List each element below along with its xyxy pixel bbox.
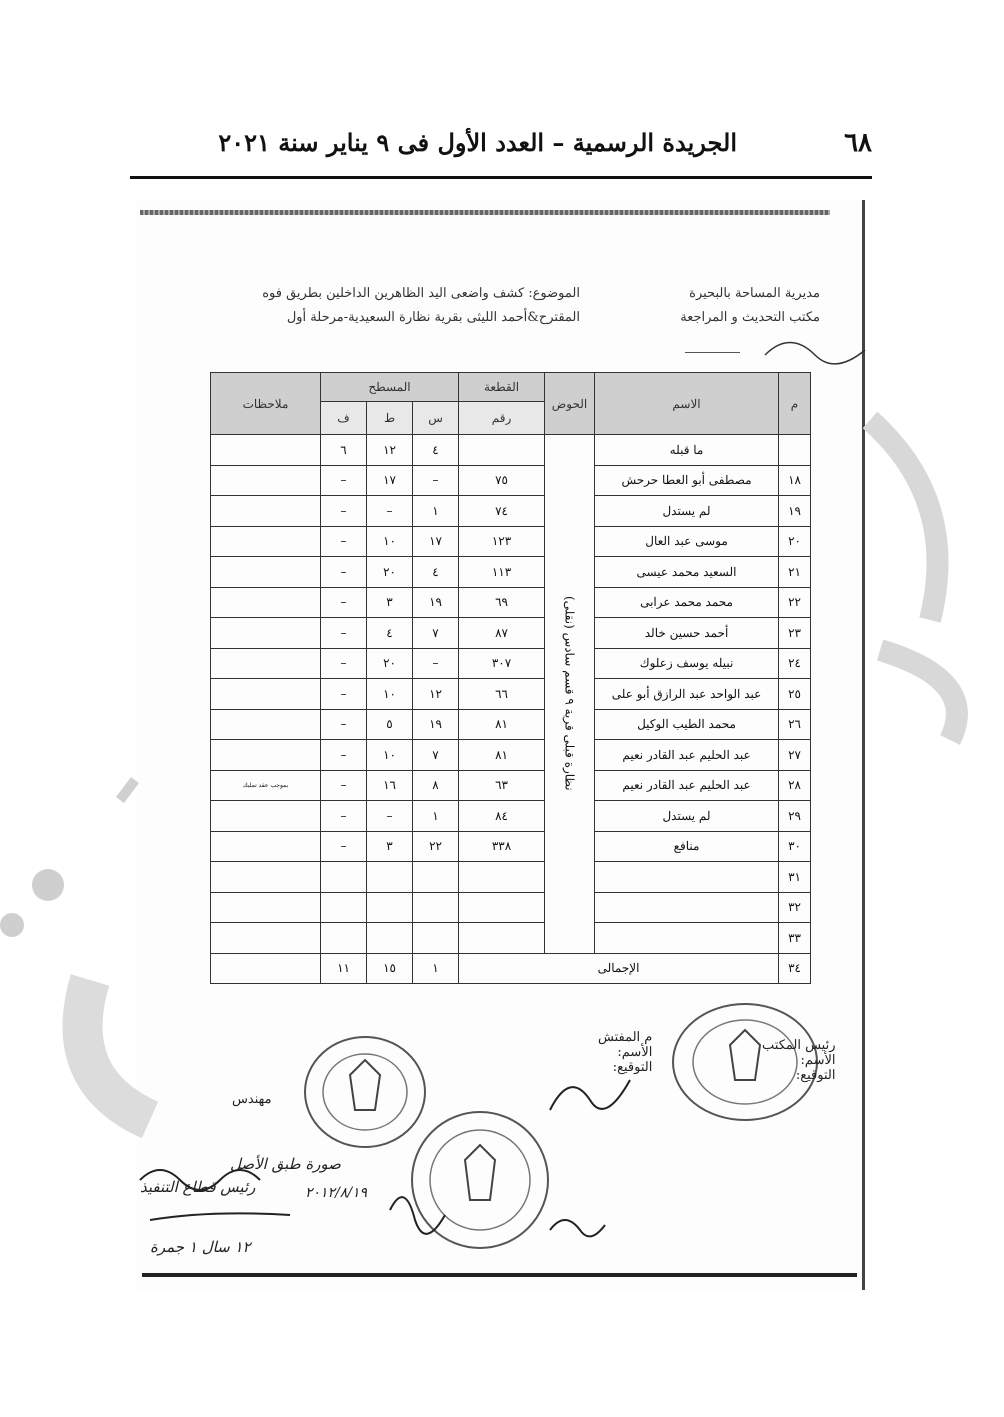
cell-name: عبد الحليم عبد القادر نعيم bbox=[595, 740, 779, 771]
cell-name: منافع bbox=[595, 831, 779, 862]
cell-name: محمد الطيب الوكيل bbox=[595, 709, 779, 740]
cell-plot: ٧٥ bbox=[459, 465, 545, 496]
cell-t: ١٧ bbox=[367, 465, 413, 496]
cell-t bbox=[367, 862, 413, 893]
table-row bbox=[211, 770, 811, 801]
office-line-2: مكتب التحديث و المراجعة bbox=[680, 310, 820, 325]
cell-note bbox=[211, 496, 321, 527]
cell-s: – bbox=[413, 465, 459, 496]
gazette-header bbox=[130, 118, 872, 178]
cell-plot: ٦٣ bbox=[459, 770, 545, 801]
cell-number: ٢٦ bbox=[779, 709, 811, 740]
header-area: المسطح bbox=[321, 373, 459, 402]
cell-f bbox=[321, 923, 367, 954]
cell-f: – bbox=[321, 618, 367, 649]
table-row bbox=[211, 923, 811, 954]
scan-bottom-border bbox=[142, 1273, 857, 1277]
table-row bbox=[211, 801, 811, 832]
handwritten-note: رئيس قطاع التنفيذ bbox=[140, 1178, 256, 1196]
cell-s bbox=[413, 892, 459, 923]
cell-note bbox=[211, 892, 321, 923]
header-rule bbox=[130, 176, 872, 179]
cell-note bbox=[211, 587, 321, 618]
cell-location: نظارة قبلى قرية ٩ قسم سادس (نقلى) bbox=[545, 435, 595, 954]
cell-name: السعيد محمد عيسى bbox=[595, 557, 779, 588]
cell-number: ١٩ bbox=[779, 496, 811, 527]
cell-name bbox=[595, 862, 779, 893]
cell-plot: ١١٣ bbox=[459, 557, 545, 588]
cell-number: ٢٧ bbox=[779, 740, 811, 771]
table-row bbox=[211, 557, 811, 588]
cell-f: – bbox=[321, 557, 367, 588]
cell-f: – bbox=[321, 648, 367, 679]
cell-name: لم يستدل bbox=[595, 496, 779, 527]
cell-s: ٢٢ bbox=[413, 831, 459, 862]
survey-table bbox=[210, 372, 811, 984]
cell-s bbox=[413, 862, 459, 893]
cell-s: ١٩ bbox=[413, 587, 459, 618]
cell-number: ٣٢ bbox=[779, 892, 811, 923]
cell-note bbox=[211, 648, 321, 679]
cell-number: ٢٣ bbox=[779, 618, 811, 649]
cell-plot bbox=[459, 862, 545, 893]
cell-plot: ٦٩ bbox=[459, 587, 545, 618]
cell-note bbox=[211, 831, 321, 862]
cell-note bbox=[211, 618, 321, 649]
header-name: الاسم bbox=[595, 373, 779, 435]
office-head-label: رئيس المكتب الأسم: التوقيع: bbox=[762, 1038, 836, 1083]
cell-name bbox=[595, 923, 779, 954]
header-notes: ملاحظات bbox=[211, 373, 321, 435]
handwritten-date: ٢٠١٢/٨/١٩ bbox=[305, 1185, 368, 1201]
cell-number: ٣٤ bbox=[779, 953, 811, 984]
table-row bbox=[211, 465, 811, 496]
table-row bbox=[211, 587, 811, 618]
cell-f: – bbox=[321, 465, 367, 496]
cell-plot: ٧٤ bbox=[459, 496, 545, 527]
cell-name: لم يستدل bbox=[595, 801, 779, 832]
cell-name: ما قبله bbox=[595, 435, 779, 466]
cell-number: ٣١ bbox=[779, 862, 811, 893]
header-unit-f: ف bbox=[321, 402, 367, 435]
cell-name: محمد محمد عرابى bbox=[595, 587, 779, 618]
cell-name: نبيله يوسف زعلوك bbox=[595, 648, 779, 679]
signature-icon bbox=[760, 330, 870, 380]
cell-t: ١٠ bbox=[367, 740, 413, 771]
cell-number: ٢٠ bbox=[779, 526, 811, 557]
cell-s: ١ bbox=[413, 801, 459, 832]
cell-t: ٣ bbox=[367, 831, 413, 862]
cell-t bbox=[367, 923, 413, 954]
cell-number: ٢٨ bbox=[779, 770, 811, 801]
cell-t bbox=[367, 892, 413, 923]
cell-f: – bbox=[321, 679, 367, 710]
cell-note bbox=[211, 953, 321, 984]
signature-icon bbox=[540, 1050, 640, 1130]
engineer-label: مهندس bbox=[232, 1092, 272, 1107]
subject-line-2: المقترح&أحمد الليثى بقرية نظارة السعيدية-مرحلة أول bbox=[286, 310, 580, 325]
cell-f: – bbox=[321, 587, 367, 618]
cell-s: ١٧ bbox=[413, 526, 459, 557]
cell-s: ٨ bbox=[413, 770, 459, 801]
cell-f: – bbox=[321, 831, 367, 862]
table-row bbox=[211, 740, 811, 771]
header-plot: القطعة bbox=[459, 373, 545, 402]
cell-t: ٥ bbox=[367, 709, 413, 740]
cell-number: ١٨ bbox=[779, 465, 811, 496]
cell-t: ١٠ bbox=[367, 679, 413, 710]
table-row bbox=[211, 862, 811, 893]
scan-top-border bbox=[140, 210, 830, 215]
cell-s: ٧ bbox=[413, 740, 459, 771]
cell-number: ٣٠ bbox=[779, 831, 811, 862]
header-number: م bbox=[779, 373, 811, 435]
cell-note bbox=[211, 801, 321, 832]
cell-name: مصطفى أبو العطا حرحش bbox=[595, 465, 779, 496]
cell-t: ٢٠ bbox=[367, 648, 413, 679]
cell-s: ١ bbox=[413, 496, 459, 527]
cell-name: عبد الحليم عبد القادر نعيم bbox=[595, 770, 779, 801]
header-unit-s: س bbox=[413, 402, 459, 435]
cell-plot: ٨٧ bbox=[459, 618, 545, 649]
cell-plot bbox=[459, 923, 545, 954]
cell-f bbox=[321, 862, 367, 893]
cell-note bbox=[211, 679, 321, 710]
header-plot-sub: رقم bbox=[459, 402, 545, 435]
cell-f: – bbox=[321, 709, 367, 740]
cell-number: ٢١ bbox=[779, 557, 811, 588]
cell-number: ٢٢ bbox=[779, 587, 811, 618]
table-body bbox=[211, 435, 811, 984]
table-row bbox=[211, 892, 811, 923]
cell-s: – bbox=[413, 648, 459, 679]
cell-t: ١٦ bbox=[367, 770, 413, 801]
cell-t: ١٠ bbox=[367, 526, 413, 557]
cell-plot: ٨١ bbox=[459, 740, 545, 771]
cell-note bbox=[211, 465, 321, 496]
cell-total-label: الإجمالى bbox=[459, 953, 779, 984]
cell-plot: ٨١ bbox=[459, 709, 545, 740]
cell-number: ٣٣ bbox=[779, 923, 811, 954]
cell-f: – bbox=[321, 740, 367, 771]
cell-name bbox=[595, 892, 779, 923]
cell-s: ١٢ bbox=[413, 679, 459, 710]
page-title: الجريدة الرسمية – العدد الأول فى ٩ يناير سنة ٢٠٢١ bbox=[218, 128, 737, 157]
cell-t: ٣ bbox=[367, 587, 413, 618]
inspector-label: م المفتش الأسم: التوقيع: bbox=[598, 1030, 653, 1075]
cell-f: – bbox=[321, 770, 367, 801]
cell-s: ٧ bbox=[413, 618, 459, 649]
subject-block bbox=[210, 282, 580, 330]
cell-plot: ٦٦ bbox=[459, 679, 545, 710]
office-block bbox=[590, 282, 820, 330]
table-row bbox=[211, 618, 811, 649]
cell-note: بموجب عقد تمليك bbox=[211, 770, 321, 801]
cell-note bbox=[211, 740, 321, 771]
cell-plot: ٣٣٨ bbox=[459, 831, 545, 862]
handwritten-note: ١٢ سال ١ جمرة bbox=[150, 1238, 251, 1256]
cell-note bbox=[211, 526, 321, 557]
cell-s: ١٩ bbox=[413, 709, 459, 740]
cell-plot: ٣٠٧ bbox=[459, 648, 545, 679]
handwritten-note: صورة طبق الأصل bbox=[230, 1155, 341, 1173]
cell-number: ٢٩ bbox=[779, 801, 811, 832]
page-number: ٦٨ bbox=[844, 128, 872, 158]
cell-name: موسى عبد العال bbox=[595, 526, 779, 557]
table-row bbox=[211, 831, 811, 862]
cell-f: ٦ bbox=[321, 435, 367, 466]
table-row bbox=[211, 526, 811, 557]
cell-note bbox=[211, 923, 321, 954]
cell-number: ٢٥ bbox=[779, 679, 811, 710]
cell-plot bbox=[459, 435, 545, 466]
header-unit-t: ط bbox=[367, 402, 413, 435]
cell-name: عبد الواحد عبد الرازق أبو على bbox=[595, 679, 779, 710]
cell-t: ١٢ bbox=[367, 435, 413, 466]
table-row bbox=[211, 648, 811, 679]
cell-number bbox=[779, 435, 811, 466]
table-header-row bbox=[211, 373, 811, 402]
cell-note bbox=[211, 709, 321, 740]
cell-plot: ١٢٣ bbox=[459, 526, 545, 557]
table-row-total bbox=[211, 953, 811, 984]
cell-t: ١٥ bbox=[367, 953, 413, 984]
cell-t: – bbox=[367, 801, 413, 832]
office-underline bbox=[685, 352, 740, 353]
cell-f: – bbox=[321, 526, 367, 557]
cell-s bbox=[413, 923, 459, 954]
survey-table-wrap bbox=[210, 372, 810, 984]
cell-note bbox=[211, 435, 321, 466]
subject-line-1: الموضوع: كشف واضعى اليد الظاهرين الداخلين بطريق فوه bbox=[262, 286, 580, 301]
table-row-previous bbox=[211, 435, 811, 466]
cell-plot: ٨٤ bbox=[459, 801, 545, 832]
office-line-1: مديرية المساحة بالبحيرة bbox=[689, 286, 820, 301]
table-row bbox=[211, 496, 811, 527]
table-row bbox=[211, 679, 811, 710]
table-row bbox=[211, 709, 811, 740]
cell-s: ٤ bbox=[413, 557, 459, 588]
cell-t: ٢٠ bbox=[367, 557, 413, 588]
cell-s: ٤ bbox=[413, 435, 459, 466]
cell-f: ١١ bbox=[321, 953, 367, 984]
cell-f bbox=[321, 892, 367, 923]
cell-t: ٤ bbox=[367, 618, 413, 649]
cell-name: أحمد حسين خالد bbox=[595, 618, 779, 649]
cell-note bbox=[211, 862, 321, 893]
signature-icon bbox=[130, 1150, 610, 1270]
cell-s: ١ bbox=[413, 953, 459, 984]
cell-t: – bbox=[367, 496, 413, 527]
header-location: الحوض bbox=[545, 373, 595, 435]
cell-plot bbox=[459, 892, 545, 923]
cell-f: – bbox=[321, 496, 367, 527]
cell-f: – bbox=[321, 801, 367, 832]
cell-note bbox=[211, 557, 321, 588]
cell-number: ٢٤ bbox=[779, 648, 811, 679]
